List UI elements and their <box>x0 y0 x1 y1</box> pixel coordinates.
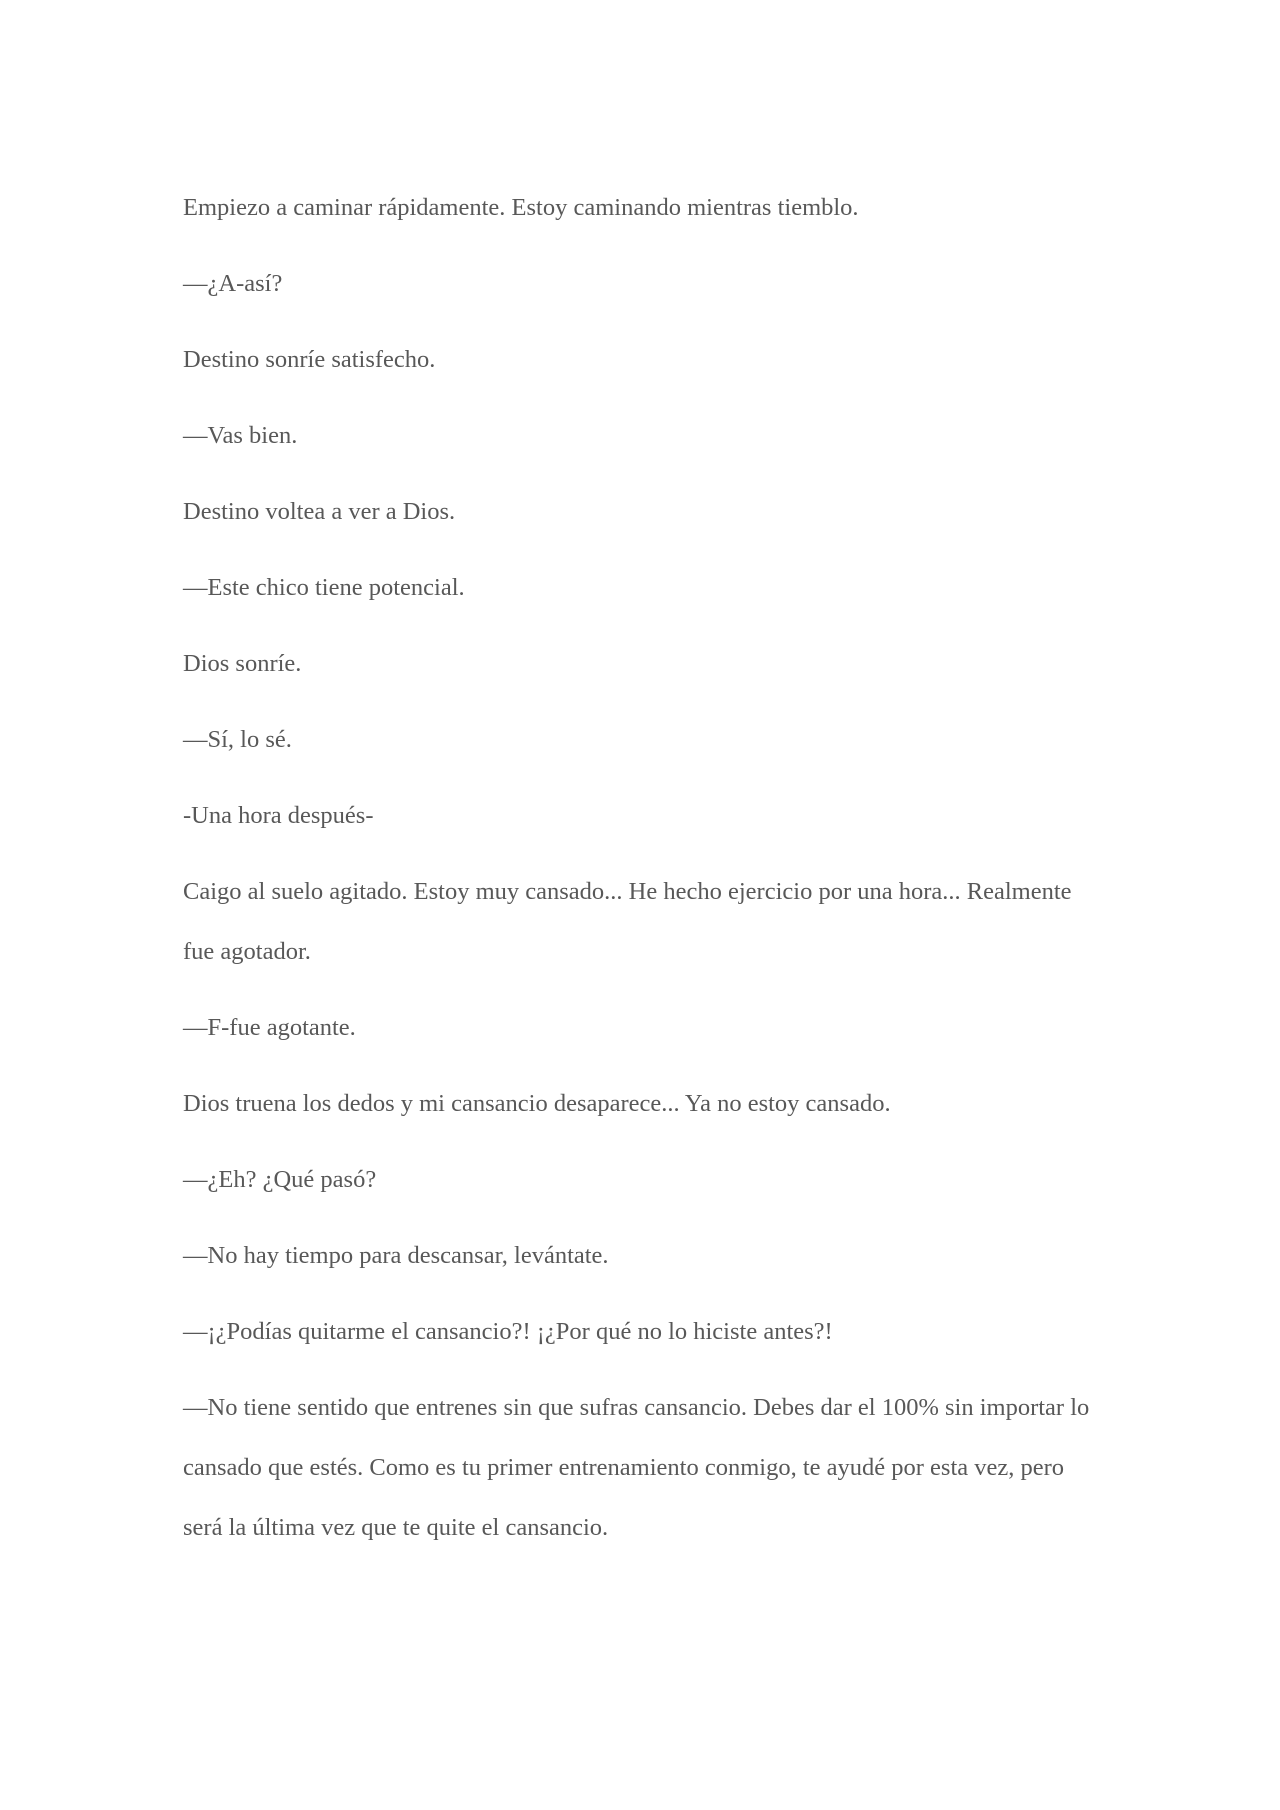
paragraph: Dios sonríe. <box>183 650 302 677</box>
paragraph: Caigo al suelo agitado. Estoy muy cansado... He hecho ejercicio por una hora... Realmente fue agotador. <box>183 878 1072 965</box>
paragraph: —F-fue agotante. <box>183 1014 356 1041</box>
paragraph: Dios truena los dedos y mi cansancio desaparece... Ya no estoy cansado. <box>183 1090 891 1117</box>
paragraph: —¿A-así? <box>183 270 283 297</box>
paragraph: -Una hora después- <box>183 802 374 829</box>
paragraph: Destino sonríe satisfecho. <box>183 346 436 373</box>
paragraph: Empiezo a caminar rápidamente. Estoy caminando mientras tiemblo. <box>183 194 859 221</box>
paragraph: Destino voltea a ver a Dios. <box>183 498 456 525</box>
paragraph: —Este chico tiene potencial. <box>183 574 465 601</box>
paragraph: —Sí, lo sé. <box>183 726 292 753</box>
paragraph: —¡¿Podías quitarme el cansancio?! ¡¿Por qué no lo hiciste antes?! <box>183 1318 833 1345</box>
document-body <box>183 178 1093 1574</box>
paragraph: —No tiene sentido que entrenes sin que sufras cansancio. Debes dar el 100% sin importar lo cansado que estés. Como es tu primer entrenamiento conmigo, te ayudé por esta vez, pero será la última vez que te quite el cansancio. <box>183 1394 1090 1541</box>
paragraph: —No hay tiempo para descansar, levántate. <box>183 1242 609 1269</box>
paragraph: —Vas bien. <box>183 422 298 449</box>
paragraph: —¿Eh? ¿Qué pasó? <box>183 1166 377 1193</box>
